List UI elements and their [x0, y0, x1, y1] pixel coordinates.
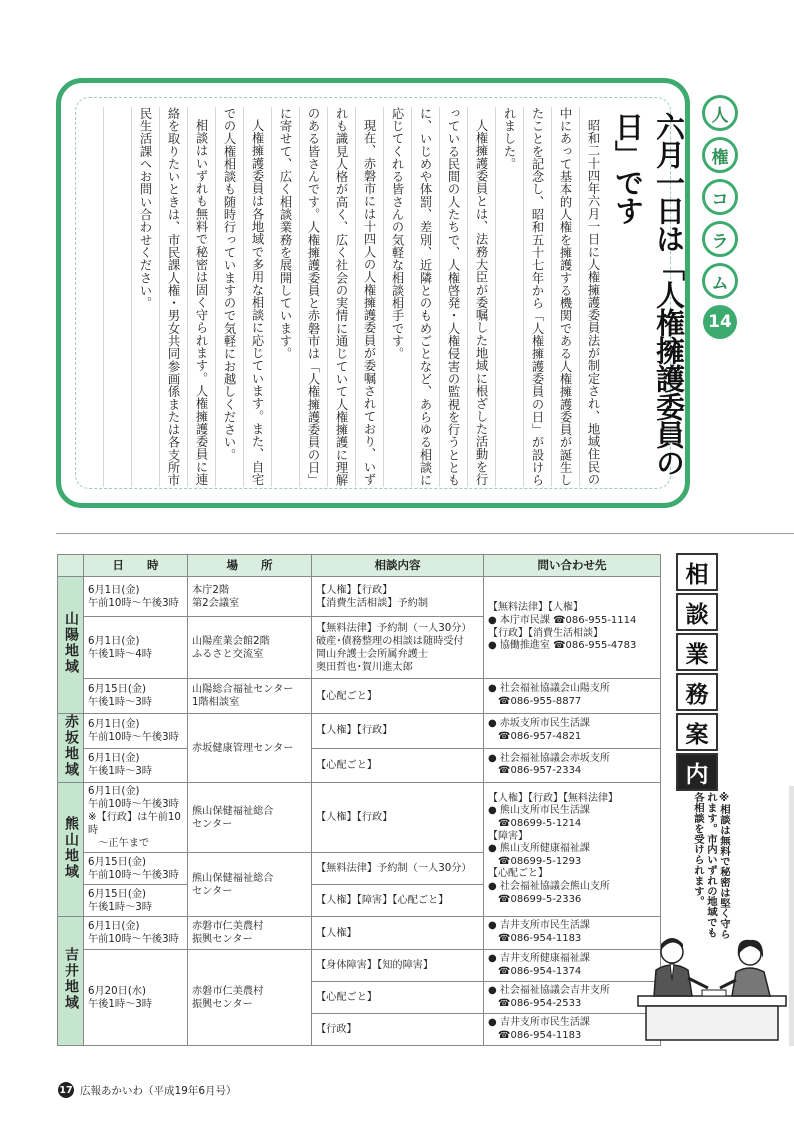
date-cell: 6月1日(金) 午後1時～3時 — [84, 748, 188, 783]
content-cell: 【人権】【障害】【心配ごと】 — [312, 885, 484, 917]
date-cell: 6月1日(金) 午前10時～午後3時 ※【行政】は午前10時 ～正午まで — [84, 783, 188, 853]
date-cell: 6月20日(水) 午後1時～3時 — [84, 950, 188, 1046]
header-cell-contact: 問い合わせ先 — [484, 555, 661, 577]
area-label: 山陽地域 — [63, 611, 79, 675]
date-cell: 6月15日(金) 午後1時～3時 — [84, 679, 188, 714]
place-cell: 赤磐市仁美農村 振興センター — [188, 950, 312, 1046]
publication-name: 広報あかいわ（平成19年6月号） — [80, 1084, 237, 1097]
area-label: 熊山地域 — [63, 815, 79, 880]
column-title: 六月一日は「人権擁護委員の日」です — [611, 112, 686, 476]
header-cell-date: 日 時 — [84, 555, 188, 577]
place-cell: 山陽産業会館2階 ふるさと交流室 — [188, 617, 312, 679]
content-cell: 【心配ごと】 — [312, 982, 484, 1014]
content-cell: 【心配ごと】 — [312, 748, 484, 783]
place-cell: 熊山保健福祉総合 センター — [188, 783, 312, 853]
table-row — [58, 748, 661, 783]
column-paragraph: 昭和二十四年六月一日に人権擁護委員法が制定され、地域住民の中にあって基本的人権を擁護する機関である人権擁護委員が誕生したことを記念し、昭和五十七年から「人権擁護委員の日」が設けられました。 — [502, 107, 600, 487]
column-body — [87, 107, 607, 487]
date-cell: 6月1日(金) 午前10時～午後3時 — [84, 714, 188, 749]
badge-char: 人 — [702, 95, 738, 131]
place-cell: 赤坂健康管理センター — [188, 714, 312, 783]
place-cell: 山陽総合福祉センター 1階相談室 — [188, 679, 312, 714]
column-paragraph: 人権擁護委員は各地域で多用な相談に応じています。また、自宅での人権相談も随時行っていますので気軽にお越しください。 — [222, 107, 264, 487]
consultation-illustration — [632, 930, 792, 1050]
content-cell: 【身体障害】【知的障害】 — [312, 950, 484, 982]
heading-char: 相 — [676, 553, 718, 591]
section-divider — [56, 533, 794, 534]
contact-cell: ● 吉井支所市民生活課 ☎086-954-1183 — [484, 1014, 661, 1046]
table-row — [58, 577, 661, 617]
consultation-table — [57, 554, 661, 1046]
header-cell-content: 相談内容 — [312, 555, 484, 577]
table-row — [58, 783, 661, 853]
heading-char: 務 — [676, 673, 718, 711]
date-cell: 6月15日(金) 午後1時～3時 — [84, 885, 188, 917]
place-cell: 本庁2階 第2会議室 — [188, 577, 312, 617]
contact-cell: ● 社会福祉協議会吉井支所 ☎086-954-2533 — [484, 982, 661, 1014]
table-row — [58, 679, 661, 714]
area-label: 赤坂地域 — [63, 714, 79, 778]
content-cell: 【人権】【行政】 — [312, 783, 484, 853]
column-paragraph: 現在、赤磐市には十四人の人権擁護委員が委嘱されており、いずれも識見人格が高く、広く社会の実情に通じていて人権擁護に理解のある皆さんです。人権擁護委員と赤磐市は「人権擁護委員の日」に寄せて、広く相談業務を展開しています。 — [278, 107, 376, 487]
contact-cell: ● 吉井支所市民生活課 ☎086-954-1183 — [484, 917, 661, 950]
area-cell — [58, 783, 84, 917]
badge-char: ラ — [702, 221, 738, 257]
date-cell: 6月1日(金) 午後1時～4時 — [84, 617, 188, 679]
content-cell: 【人権】【行政】 【消費生活相談】予約制 — [312, 577, 484, 617]
heading-char: 談 — [676, 593, 718, 631]
badge-char: ム — [702, 263, 738, 299]
date-cell: 6月15日(金) 午前10時～午後3時 — [84, 853, 188, 885]
badge-char: コ — [702, 179, 738, 215]
contact-cell: 【無料法律】【人権】 ● 本庁市民課 ☎086-955-1114 【行政】【消費生活相談】 ● 協働推進室 ☎086-955-4783 — [484, 577, 661, 679]
content-cell: 【無料法律】予約制（一人30分） — [312, 853, 484, 885]
badge-number: 14 — [703, 305, 737, 339]
column-paragraph: 相談はいずれも無料で秘密は固く守られます。人権擁護委員に連絡を取りたいときは、市民課人権・男女共同参画係または各支所市民生活課へお問い合わせください。 — [138, 107, 208, 487]
content-cell: 【心配ごと】 — [312, 679, 484, 714]
area-cell — [58, 714, 84, 783]
heading-char: 案 — [676, 713, 718, 751]
date-cell: 6月1日(金) 午前10時～午後3時 — [84, 577, 188, 617]
badge-char: 権 — [702, 137, 738, 173]
content-cell: 【人権】【行政】 — [312, 714, 484, 749]
consultation-note: ※相談は無料で秘密は堅く守られます。市内いずれの地域でも各相談を受けられます。 — [692, 792, 730, 940]
content-cell: 【行政】 — [312, 1014, 484, 1046]
column-badge — [700, 95, 740, 339]
header-cell-area — [58, 555, 84, 577]
contact-cell: ● 吉井支所健康福祉課 ☎086-954-1374 — [484, 950, 661, 982]
contact-cell: ● 社会福祉協議会山陽支所 ☎086-955-8877 — [484, 679, 661, 714]
content-cell: 【人権】 — [312, 917, 484, 950]
content-cell: 【無料法律】予約制（一人30分） 破産･債務整理の相談は随時受付 岡山弁護士会所属弁護士 奥田哲也･賀川進太郎 — [312, 617, 484, 679]
contact-cell: 【人権】【行政】【無料法律】 ● 熊山支所市民生活課 ☎08699-5-1214 【障害】 ● 熊山支所健康福祉課 ☎08699-5-1293 【心配ごと】 ● 社会福祉協議会熊山支所 ☎08699-5-2336 — [484, 783, 661, 917]
area-cell — [58, 577, 84, 714]
area-cell — [58, 917, 84, 1046]
contact-cell: ● 社会福祉協議会赤坂支所 ☎086-957-2334 — [484, 748, 661, 783]
table-row — [58, 917, 661, 950]
table-row — [58, 950, 661, 982]
page-footer — [58, 1082, 237, 1098]
contact-cell: ● 赤坂支所市民生活課 ☎086-957-4821 — [484, 714, 661, 749]
page-edge-bar — [789, 786, 794, 1046]
heading-char: 内 — [676, 753, 718, 791]
header-cell-place: 場 所 — [188, 555, 312, 577]
consultation-heading — [676, 553, 720, 791]
table-header-row — [58, 555, 661, 577]
column-paragraph: 人権擁護委員とは、法務大臣が委嘱した地域に根ざした活動を行っている民間の人たちで、人権啓発・人権侵害の監視を行うとともに、いじめや体罰、差別、近隣とのもめごとなど、あらゆる相談に応じてくれる皆さんの気軽な相談相手です。 — [390, 107, 488, 487]
page-number: 17 — [58, 1082, 74, 1098]
column-box — [56, 78, 690, 508]
table-row — [58, 714, 661, 749]
place-cell: 赤磐市仁美農村 振興センター — [188, 917, 312, 950]
date-cell: 6月1日(金) 午前10時～午後3時 — [84, 917, 188, 950]
heading-char: 業 — [676, 633, 718, 671]
place-cell: 熊山保健福祉総合 センター — [188, 853, 312, 917]
area-label: 吉井地域 — [63, 947, 79, 1011]
